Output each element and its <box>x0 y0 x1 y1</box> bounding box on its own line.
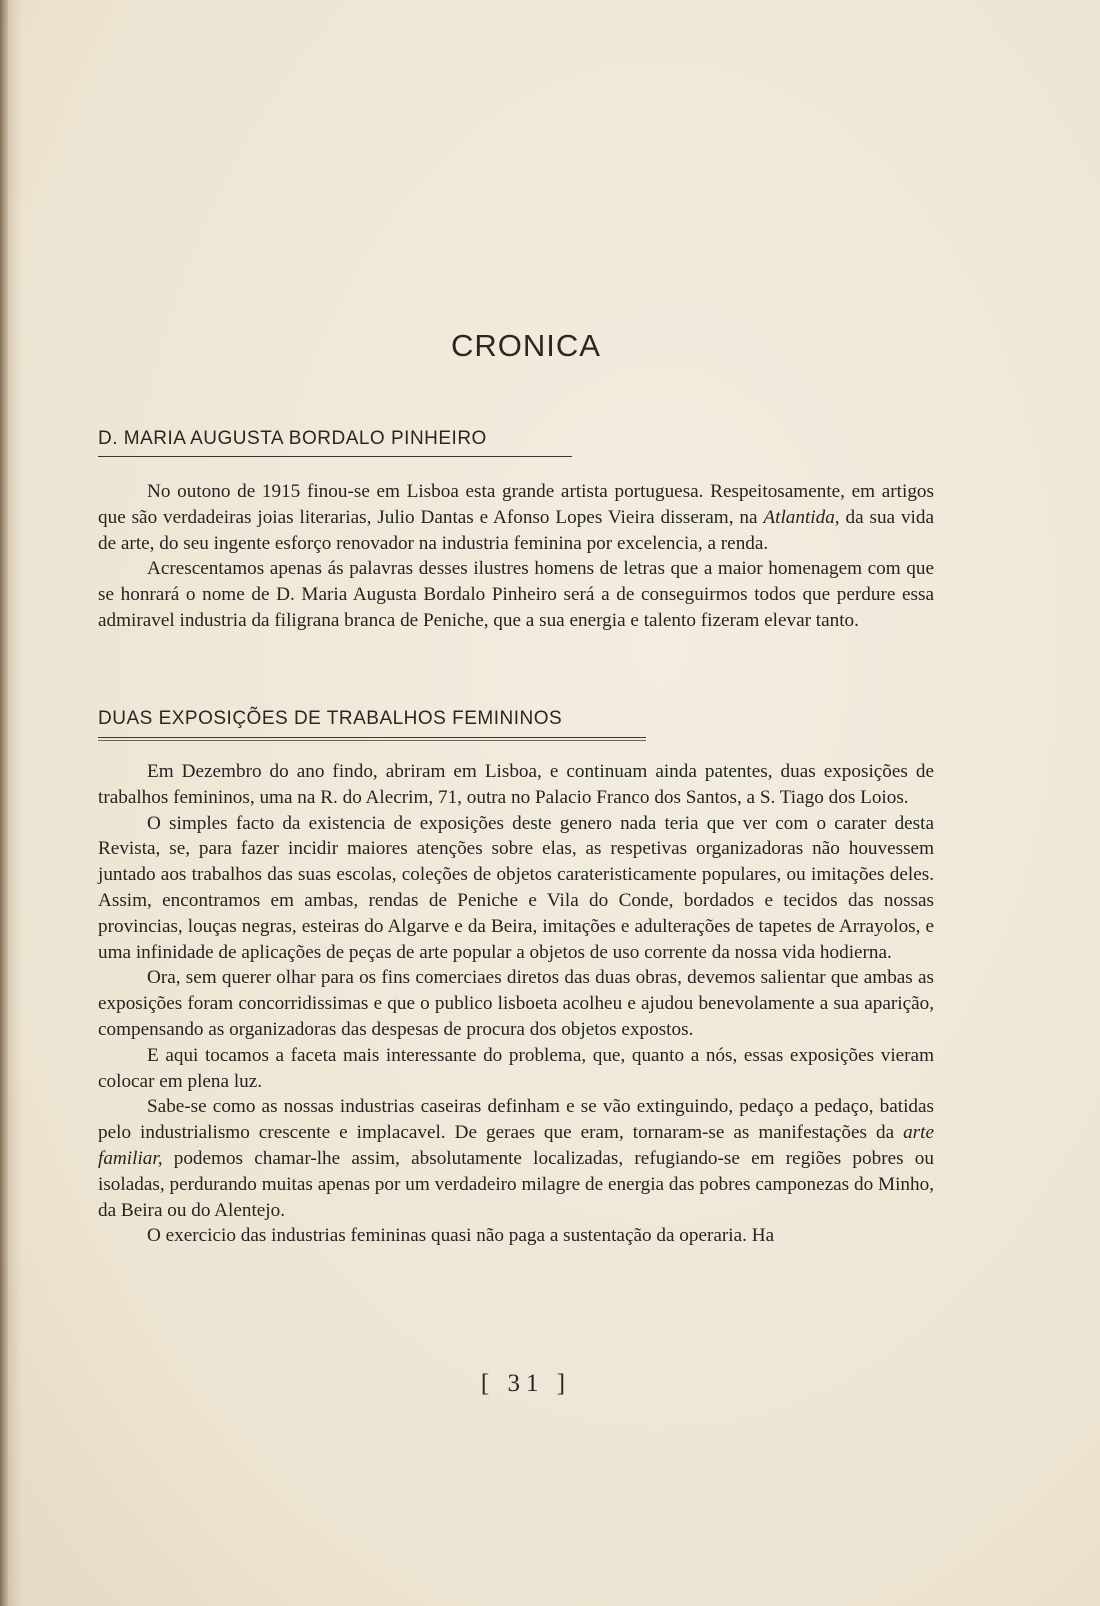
paragraph: E aqui tocamos a faceta mais interessante do problema, que, quanto a nós, essas exposições vieram colocar em plena luz. <box>98 1044 934 1092</box>
paragraph-text: Sabe-se como as nossas industrias caseiras definham e se vão extinguindo, pedaço a pedaço, batidas pelo industrialismo crescente e implacavel. De geraes que eram, tornaram-se as manifestações da <box>98 1096 934 1144</box>
italic-term: arte familiar, <box>98 1122 934 1169</box>
paragraph: Ora, sem querer olhar para os fins comerciaes diretos das duas obras, devemos salientar que ambas as exposições foram concorridissimas e que o publico lisboeta acolheu e ajudou benevolamente a sua aparição, compensando as organizadoras das despesas de procura dos objetos expostos. <box>98 967 934 1040</box>
binding-edge <box>0 0 8 1606</box>
page-number: [ 31 ] <box>480 1370 572 1397</box>
paragraph <box>98 1094 934 1223</box>
paragraph-text: podemos chamar-lhe assim, absolutamente localizadas, refugiando-se em regiões pobres ou isoladas, perdurando muitas apenas por um verdadeiro milagre de energia das pobres camponezas do Minho, da Beira ou do Alentejo. <box>98 1147 934 1221</box>
paragraph: O exercicio das industrias femininas quasi não paga a sustentação da operaria. Ha <box>147 1225 775 1247</box>
page-title: CRONICA <box>451 328 601 363</box>
italic-title: Atlantida, <box>763 506 840 528</box>
section-heading-duas-exposicoes: DUAS EXPOSIÇÕES DE TRABALHOS FEMININOS <box>98 708 563 729</box>
section-body-bordalo-pinheiro <box>98 479 934 634</box>
heading-underline <box>98 456 572 457</box>
paragraph: Acrescentamos apenas ás palavras desses ilustres homens de letras que a maior homenagem com que se honrará o nome de D. Maria Augusta Bordalo Pinheiro será a de conseguirmos todos que perdure essa admiravel industria da filigrana branca de Peniche, que a sua energia e talento fizeram elevar tanto. <box>98 558 934 631</box>
heading-underline <box>98 737 646 741</box>
paragraph-text: No outono de 1915 finou-se em Lisboa esta grande artista portuguesa. Respeitosamente, em artigos que são verdadeiras joias literarias, Julio Dantas e Afonso Lopes Vieira disseram, na <box>98 481 934 528</box>
paragraph <box>98 479 934 556</box>
paragraph-text: da sua vida de arte, do seu ingente esforço renovador na industria feminina por excelencia, a renda. <box>98 506 934 554</box>
section-heading-bordalo-pinheiro: D. MARIA AUGUSTA BORDALO PINHEIRO <box>98 428 487 449</box>
paragraph: Em Dezembro do ano findo, abriram em Lisboa, e continuam ainda patentes, duas exposições de trabalhos femininos, uma na R. do Alecrim, 71, outra no Palacio Franco dos Santos, a S. Tiago dos Loios. <box>98 761 934 808</box>
section-body-duas-exposicoes <box>98 759 934 1249</box>
paragraph: O simples facto da existencia de exposições deste genero nada teria que ver com o carater desta Revista, se, para fazer incidir maiores atenções sobre elas, as respetivas organizadoras não houvessem juntado aos trabalhos das suas escolas, coleções de objetos carateristicamente populares, ou imitações deles. Assim, encontramos em ambas, rendas de Peniche e Vila do Conde, bordados e tecidos das nossas provincias, louças negras, esteiras do Algarve e da Beira, imitações e adulterações de tapetes de Arrayolos, e uma infinidade de aplicações de peças de arte popular a objetos de uso corrente da nossa vida hodierna. <box>98 812 934 963</box>
